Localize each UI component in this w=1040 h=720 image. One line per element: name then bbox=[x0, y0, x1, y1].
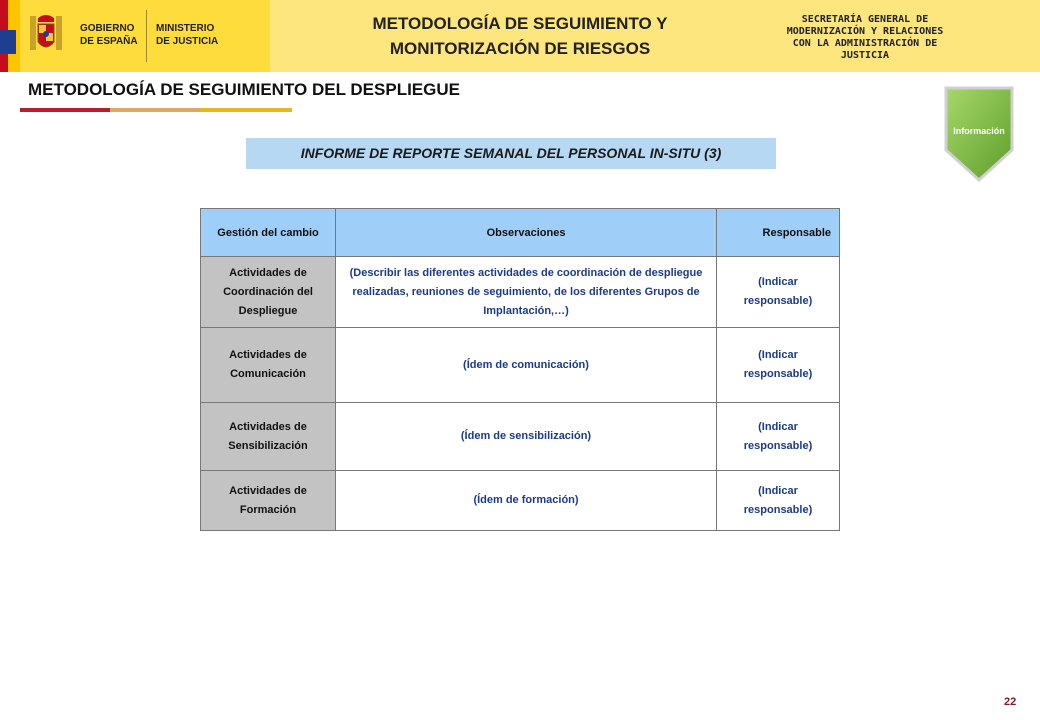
responsible-cell: (Indicar responsable) bbox=[717, 257, 840, 328]
gobierno-text: GOBIERNO DE ESPAÑA bbox=[80, 23, 138, 47]
responsible-cell: (Indicar responsable) bbox=[717, 471, 840, 531]
section-title: METODOLOGÍA DE SEGUIMIENTO DEL DESPLIEGUE bbox=[28, 80, 460, 99]
responsible-cell: (Indicar responsable) bbox=[717, 328, 840, 403]
ministerio-text: MINISTERIO DE JUSTICIA bbox=[156, 23, 219, 47]
badge-label: Información bbox=[953, 126, 1005, 136]
eu-flag-icon bbox=[0, 30, 16, 54]
header-band bbox=[0, 0, 1040, 72]
observations-cell: (Ídem de sensibilización) bbox=[336, 403, 717, 471]
observations-cell: (Describir las diferentes actividades de coordinación de despliegue realizadas, reuniones de seguimiento, de los diferentes Grupos de Implantación,…) bbox=[336, 257, 717, 328]
header-cell-gestion: Gestión del cambio bbox=[201, 209, 336, 257]
logo-divider bbox=[146, 10, 147, 62]
activity-cell: Actividades de Sensibilización bbox=[201, 403, 336, 471]
title-underline-red bbox=[20, 108, 110, 112]
report-title: INFORME DE REPORTE SEMANAL DEL PERSONAL IN-SITU (3) bbox=[246, 138, 776, 169]
activity-cell: Actividades de Formación bbox=[201, 471, 336, 531]
responsible-cell: (Indicar responsable) bbox=[717, 403, 840, 471]
table-header-row bbox=[201, 209, 840, 257]
table-row bbox=[201, 257, 840, 328]
title-underline-orange bbox=[110, 108, 200, 112]
table-row bbox=[201, 471, 840, 531]
header-cell-observaciones: Observaciones bbox=[336, 209, 717, 257]
observations-cell: (Ídem de formación) bbox=[336, 471, 717, 531]
coat-of-arms-icon bbox=[26, 12, 66, 58]
activity-cell: Actividades de Comunicación bbox=[201, 328, 336, 403]
table-row bbox=[201, 403, 840, 471]
table-row bbox=[201, 328, 840, 403]
title-underline-yellow bbox=[200, 108, 292, 112]
page-number: 22 bbox=[1004, 696, 1017, 708]
report-table bbox=[200, 208, 840, 531]
activity-cell: Actividades de Coordinación del Despliegue bbox=[201, 257, 336, 328]
secretaria-text: SECRETARÍA GENERAL DE MODERNIZACIÓN Y RELACIONES CON LA ADMINISTRACIÓN DE JUSTICIA bbox=[786, 14, 944, 61]
header-title: METODOLOGÍA DE SEGUIMIENTO Y MONITORIZACIÓN DE RIESGOS bbox=[372, 14, 668, 58]
header-cell-responsable: Responsable bbox=[717, 209, 840, 257]
observations-cell: (Ídem de comunicación) bbox=[336, 328, 717, 403]
